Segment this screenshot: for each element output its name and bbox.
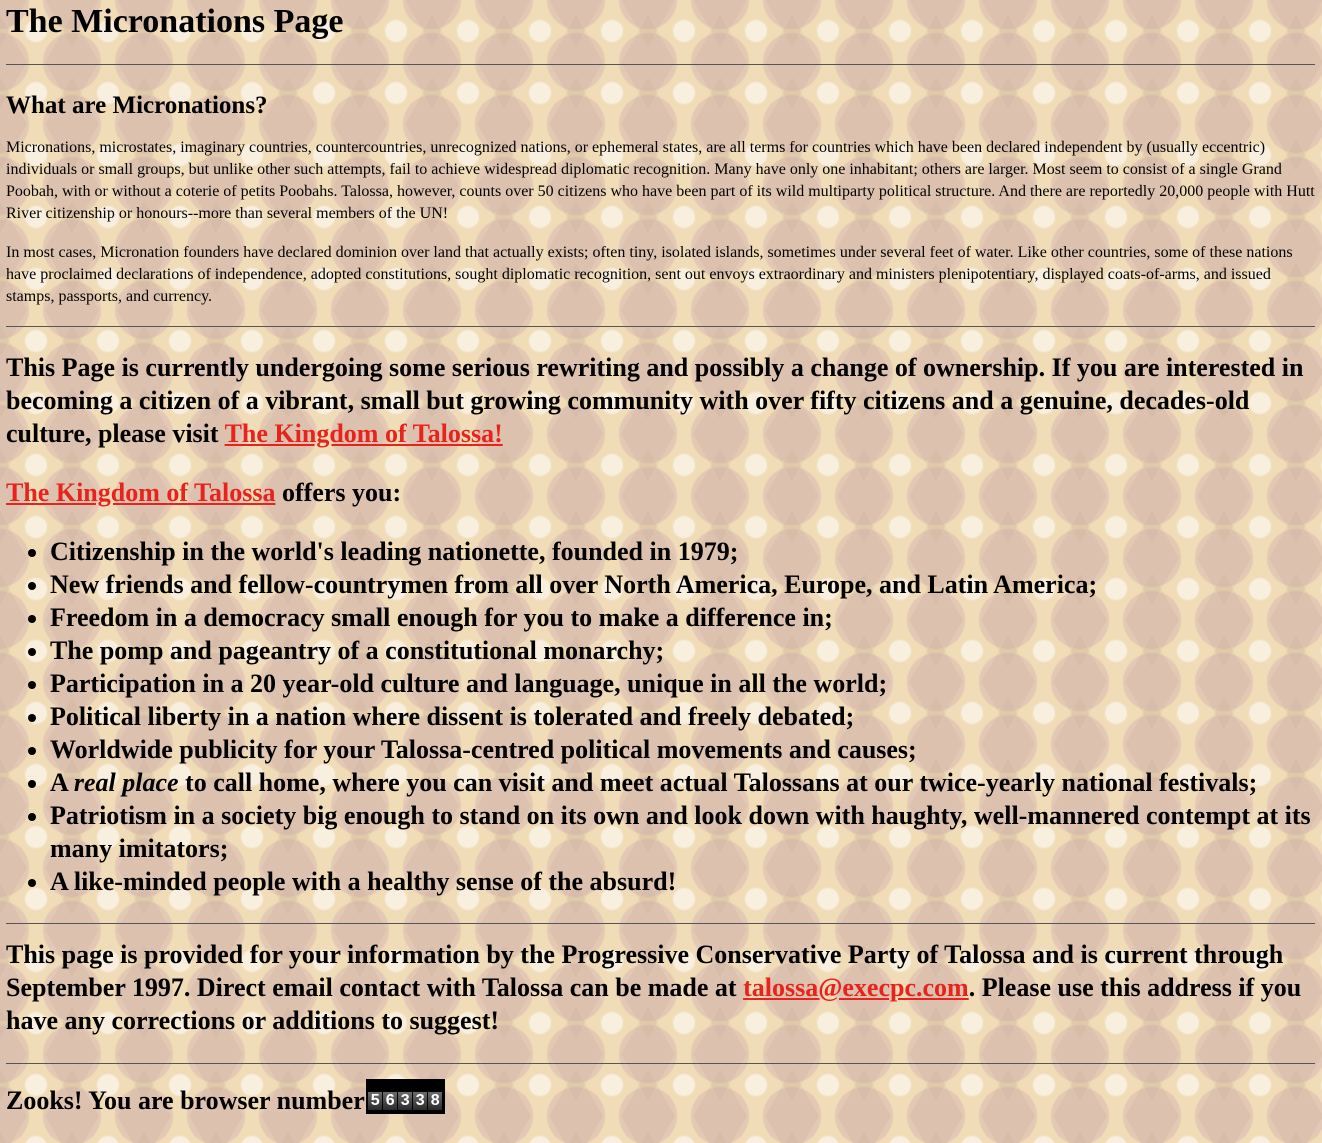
counter-digit: 6: [383, 1092, 397, 1110]
footer-paragraph: [6, 938, 1316, 1037]
notice-paragraph: [6, 351, 1316, 450]
footer-text-after: . Please use this address if you have any corrections or additions to suggest!: [6, 973, 1302, 1035]
offers-heading: [6, 476, 1316, 509]
email-link[interactable]: talossa@execpc.com: [743, 973, 969, 1002]
intro-paragraph-2: In most cases, Micronation founders have declared dominion over land that actually exists; often tiny, isolated islands, sometimes under several feet of water. Like other countries, some of these nations have proclaimed declarations of independence, adopted constitutions, sought diplomatic recognition, sent out envoys extraordinary and ministers plenipotentiary, displayed coats-of-arms, and issued stamps, passports, and currency.: [6, 244, 1293, 305]
list-item: • Political liberty in a nation where dissent is tolerated and freely debated;: [50, 700, 1316, 733]
list-item: • A like-minded people with a healthy sense of the absurd!: [50, 865, 1316, 898]
list-item: • Patriotism in a society big enough to stand on its own and look down with haughty, well-mannered contempt at its many imitators;: [50, 799, 1316, 865]
counter-digit: 3: [413, 1092, 427, 1110]
counter-line: [6, 1079, 1316, 1117]
offers-list: [6, 535, 1316, 898]
list-item: • New friends and fellow-countrymen from all over North America, Europe, and Latin America;: [50, 568, 1316, 601]
talossa-link-notice[interactable]: The Kingdom of Talossa!: [224, 419, 503, 448]
page-title: The Micronations Page: [6, 3, 344, 40]
divider-4: [6, 1063, 1315, 1064]
item-emphasis: real place: [73, 768, 179, 797]
list-item: • Citizenship in the world's leading nationette, founded in 1979;: [50, 535, 1316, 568]
divider-1: [6, 64, 1315, 65]
talossa-link-offers[interactable]: The Kingdom of Talossa: [6, 478, 276, 507]
item-prefix: A: [50, 768, 74, 797]
footer-text-before: This page is provided for your information by the Progressive Conservative Party of Talossa and is current through September 1997. Direct email contact with Talossa can be made at: [6, 940, 1284, 1002]
counter-digit: 8: [428, 1092, 442, 1110]
list-item: [50, 766, 1316, 799]
counter-digit: 3: [398, 1092, 412, 1110]
counter-digit: 5: [368, 1092, 382, 1110]
list-item: • Freedom in a democracy small enough for you to make a difference in;: [50, 601, 1316, 634]
section-heading-what: What are Micronations?: [6, 92, 268, 119]
counter-label: Zooks! You are browser number: [6, 1086, 365, 1115]
notice-text: This Page is currently undergoing some serious rewriting and possibly a change of ownership. If you are interested in becoming a citizen of a vibrant, small but growing community with over fifty citizens and a genuine, decades-old culture, please visit: [6, 353, 1304, 448]
item-suffix: to call home, where you can visit and meet actual Talossans at our twice-yearly national festivals;: [178, 768, 1258, 797]
offers-suffix: offers you:: [275, 478, 402, 507]
list-item: • Participation in a 20 year-old culture and language, unique in all the world;: [50, 667, 1316, 700]
list-item: • The pomp and pageantry of a constitutional monarchy;: [50, 634, 1316, 667]
divider-3: [6, 923, 1315, 924]
hit-counter: [366, 1079, 445, 1114]
intro-paragraph-1: Micronations, microstates, imaginary countries, countercountries, unrecognized nations, or ephemeral states, are all terms for countries which have been declared independent by (usually eccentric) individuals or small groups, but unlike other such attempts, fail to achieve widespread diplomatic recognition. Many have only one inhabitant; others are larger. Most seem to consist of a single Grand Poobah, with or without a coterie of petits Poobahs. Talossa, however, counts over 50 citizens who have been part of its wild multiparty political structure. And there are reportedly 20,000 people with Hutt River citizenship or honours--more than several members of the UN!: [6, 139, 1315, 222]
list-item: • Worldwide publicity for your Talossa-centred political movements and causes;: [50, 733, 1316, 766]
divider-2: [6, 326, 1315, 327]
